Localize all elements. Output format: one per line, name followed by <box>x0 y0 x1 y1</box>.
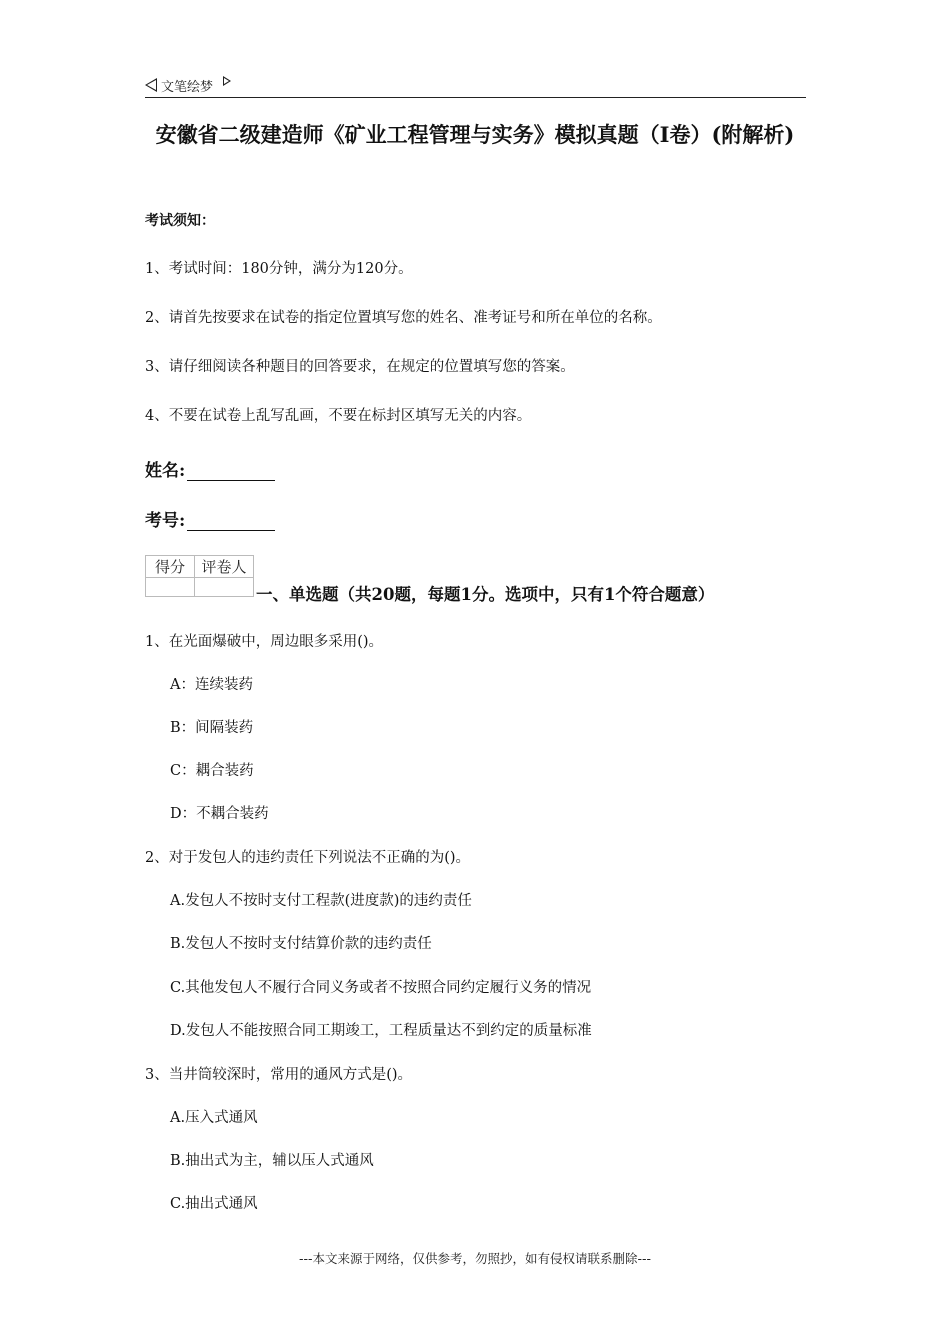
score-header: 得分 <box>146 556 195 578</box>
question-stem: 2、对于发包人的违约责任下列说法不正确的为()。 <box>145 850 471 866</box>
header-brand: 文笔绘梦 <box>161 79 214 95</box>
question-option: C.抽出式通风 <box>170 1196 258 1212</box>
question-stem: 1、在光面爆破中，周边眼多采用()。 <box>145 634 384 650</box>
question-option: D：不耦合装药 <box>170 806 269 822</box>
footer-disclaimer: ---本文来源于网络，仅供参考，勿照抄，如有侵权请联系删除--- <box>298 1251 652 1266</box>
notice-item: 4、不要在试卷上乱写乱画，不要在标封区填写无关的内容。 <box>145 408 532 424</box>
question-option: D.发包人不能按照合同工期竣工，工程质量达不到约定的质量标准 <box>170 1023 592 1039</box>
header-divider <box>145 97 806 98</box>
notice-item: 1、考试时间：180分钟，满分为120分。 <box>145 261 413 277</box>
question-option: C：耦合装药 <box>170 763 254 779</box>
question-stem: 3、当井筒较深时，常用的通风方式是()。 <box>145 1067 413 1083</box>
question-option: A.压入式通风 <box>170 1110 258 1126</box>
name-blank-line[interactable] <box>187 462 275 481</box>
grader-header: 评卷人 <box>195 556 254 578</box>
section-heading: 一、单选题（共20题，每题1分。选项中，只有1个符合题意） <box>256 585 715 604</box>
notice-heading: 考试须知： <box>145 213 215 229</box>
name-label: 姓名: <box>145 461 186 481</box>
question-option: C.其他发包人不履行合同义务或者不按照合同约定履行义务的情况 <box>170 980 592 996</box>
triangle-left-icon <box>145 78 157 92</box>
question-option: B：间隔装药 <box>170 720 254 736</box>
score-cell[interactable] <box>146 578 195 597</box>
document-header <box>145 74 231 96</box>
question-option: A：连续装药 <box>170 677 253 693</box>
document-title: 安徽省二级建造师《矿业工程管理与实务》模拟真题（I卷）(附解析) <box>155 122 795 147</box>
notice-item: 2、请首先按要求在试卷的指定位置填写您的姓名、准考证号和所在单位的名称。 <box>145 310 662 326</box>
exam-id-label: 考号: <box>145 511 186 531</box>
name-field <box>145 456 275 481</box>
score-table <box>145 555 254 597</box>
triangle-right-icon <box>223 76 231 86</box>
grader-cell[interactable] <box>195 578 254 597</box>
exam-id-field <box>145 506 275 531</box>
question-option: A.发包人不按时支付工程款(进度款)的违约责任 <box>170 893 472 909</box>
question-option: B.抽出式为主，辅以压人式通风 <box>170 1153 374 1169</box>
exam-id-blank-line[interactable] <box>187 512 275 531</box>
question-option: B.发包人不按时支付结算价款的违约责任 <box>170 936 432 952</box>
notice-item: 3、请仔细阅读各种题目的回答要求，在规定的位置填写您的答案。 <box>145 359 575 375</box>
